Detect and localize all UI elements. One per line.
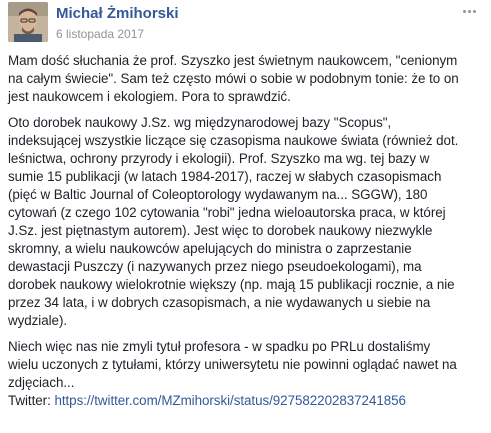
- text-line: dewastacji Puszczy (i nazywanych przez niego pseudoekologami), ma: [8, 259, 422, 274]
- ellipsis-icon: [473, 10, 476, 13]
- twitter-link[interactable]: https://twitter.com/MZmihorski/status/927582202837241856: [54, 393, 406, 408]
- text-line: przez 34 lata, i w dobrych czasopismach, a nie wydawanych u siebie na: [8, 295, 431, 310]
- text-line: cytowań (z czego 102 cytowania "robi" jedna wieloautorska praca, w której: [8, 205, 446, 220]
- text-line: zdjęciach...: [8, 375, 75, 390]
- text-line: J.Sz. jest piętnastym autorem). Jest więc to dorobek naukowy niezwykle: [8, 223, 433, 238]
- text-line: Mam dość słuchania że prof. Szyszko jest świetnym naukowcem, "cenionym: [8, 53, 458, 68]
- ellipsis-icon: [463, 10, 466, 13]
- post-paragraph: [8, 338, 486, 410]
- text-line: indeksującej wszystkie liczące się czasopisma naukowe świata (również dot.: [8, 133, 459, 148]
- text-line: Niech więc nas nie zmyli tytuł profesora - w spadku po PRLu dostaliśmy: [8, 339, 431, 354]
- twitter-prefix: Twitter:: [8, 393, 55, 408]
- text-line: jest naukowcem i ekologiem. Pora to sprawdzić.: [8, 89, 291, 104]
- author-name[interactable]: Michał Żmihorski: [56, 5, 179, 22]
- author-avatar[interactable]: [8, 2, 48, 42]
- text-line: Oto dorobek naukowy J.Sz. wg międzynarodowej bazy "Scopus",: [8, 115, 392, 130]
- more-options-button[interactable]: [459, 4, 479, 18]
- text-line: (pięć w Baltic Journal of Coleoptorology wydawanym na... SGGW), 180: [8, 187, 428, 202]
- twitter-line: [8, 392, 486, 410]
- post-timestamp[interactable]: 6 listopada 2017: [56, 27, 145, 41]
- text-line: wydziale).: [8, 313, 68, 328]
- text-line: leśnictwa, ochrony przyrody i ekologii). Prof. Szyszko ma wg. tej bazy w: [8, 151, 430, 166]
- post-body: [8, 52, 486, 418]
- text-line: dorobek naukowy wielokrotnie większy (np. mają 15 publikacji rocznie, a nie: [8, 277, 455, 292]
- text-line: wielu uczonych z tytułami, którzy uniwersytetu nie powinni oglądać nawet na: [8, 357, 457, 372]
- post-header: [0, 0, 491, 48]
- post-paragraph: [8, 114, 486, 330]
- ellipsis-icon: [468, 10, 471, 13]
- text-line: skromny, a wielu naukowców apelujących do ministra o zaprzestanie: [8, 241, 412, 256]
- avatar-photo: [8, 2, 48, 42]
- text-line: na całym świecie". Sam też często mówi o sobie w podobnym tonie: że to on: [8, 71, 459, 86]
- post-paragraph: [8, 52, 486, 106]
- text-line: sumie 15 publikacji (w latach 1984-2017), raczej w słabych czasopismach: [8, 169, 442, 184]
